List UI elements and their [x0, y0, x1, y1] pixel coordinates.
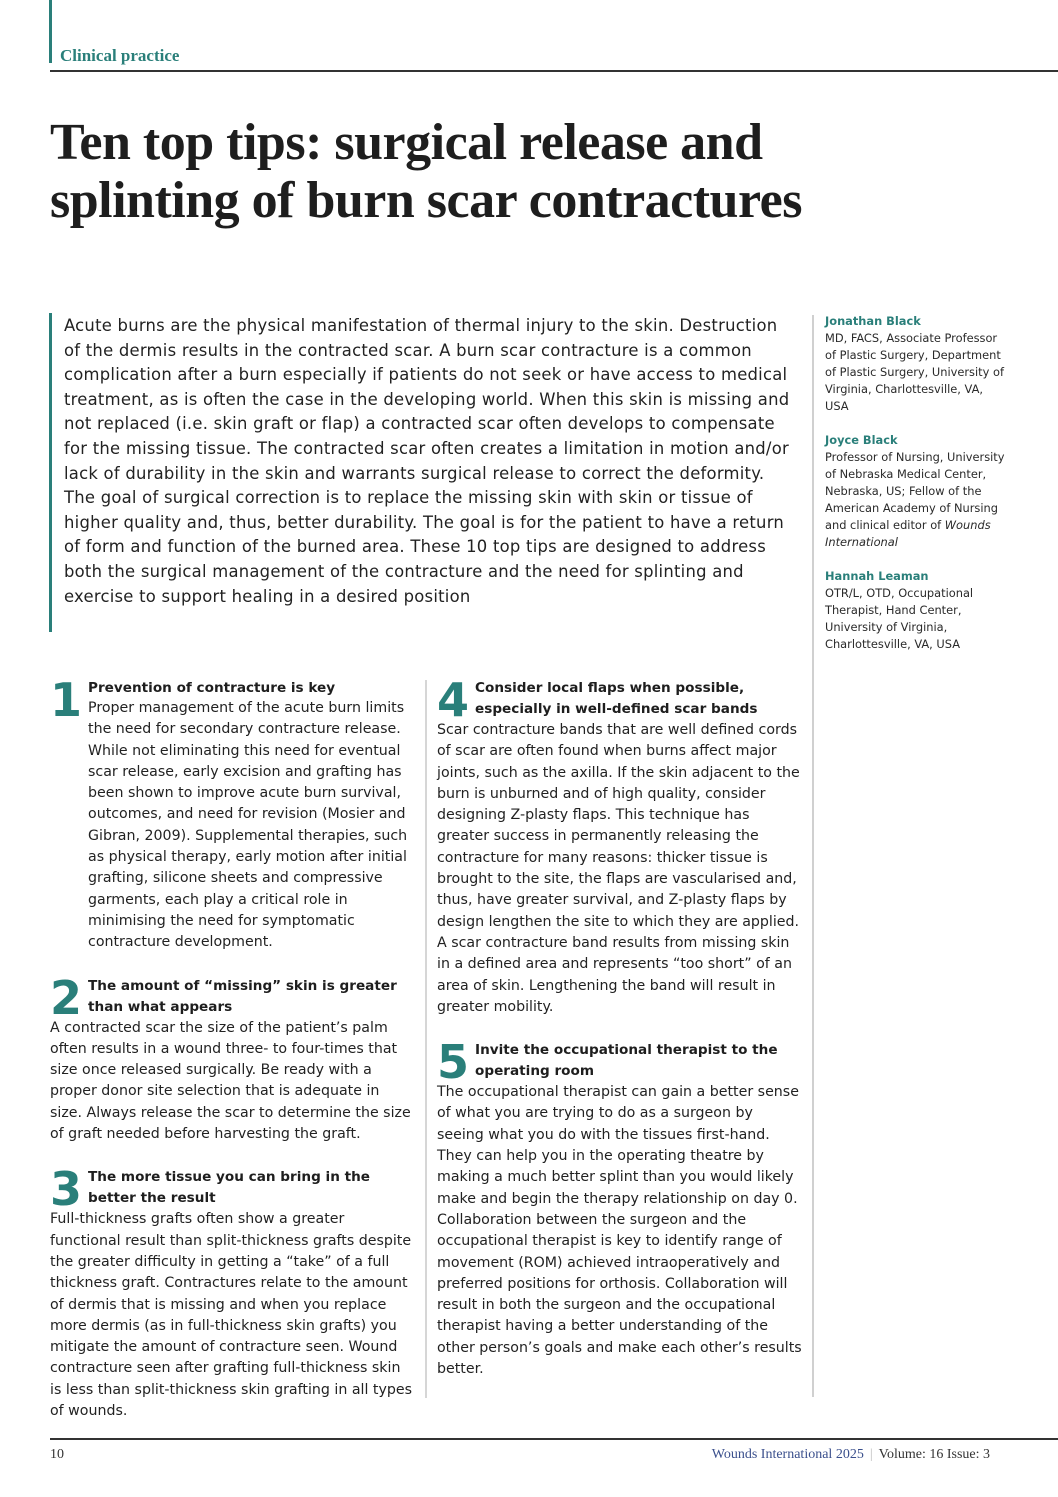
tip-4 — [437, 673, 802, 1018]
author-affiliation — [825, 449, 1005, 551]
section-label: Clinical practice — [60, 46, 180, 65]
tip-number: 2 — [50, 970, 83, 1025]
tip-5 — [437, 1035, 802, 1380]
author-affiliation-text: OTR/L, OTD, Occupational Therapist, Hand Center, University of Virginia, Charlottesville, VA, USA — [825, 586, 974, 651]
author-name: Joyce Black — [825, 433, 898, 447]
author-affiliation — [825, 330, 1005, 415]
tip-title: The more tissue you can bring in the better the result — [88, 1169, 370, 1207]
author-affiliation — [825, 585, 1005, 653]
tip-number: 1 — [50, 673, 83, 727]
left-column — [50, 673, 413, 1444]
author-affiliation-text: MD, FACS, Associate Professor of Plastic Surgery, Department of Plastic Surgery, University of Virginia, Charlottesville, VA, USA — [825, 331, 1004, 413]
footer-separator: | — [869, 1447, 873, 1462]
page-number: 10 — [50, 1447, 64, 1462]
journal-name: Wounds International 2025 — [711, 1447, 864, 1462]
tip-title: Consider local flaps when possible, especially in well-defined scar bands — [475, 680, 758, 717]
tip-2 — [50, 970, 412, 1146]
author-affiliation-text: Professor of Nursing, University of Nebraska Medical Center, Nebraska, US; Fellow of the American Academy of Nursing and clinical editor of — [825, 450, 1005, 532]
article-title: Ten top tips: surgical release and splinting of burn scar contractures — [50, 114, 802, 229]
tip-header — [50, 673, 412, 954]
intro-accent-bar — [49, 313, 52, 632]
author-entry — [825, 432, 1005, 551]
tip-body: Full-thickness grafts often show a greater functional result than split-thickness grafts despite the greater difficulty in getting a “take” of a full thickness graft. Contractures relate to the amount of dermis that is missing and when you replace more dermis (as in full-thickness skin grafts) you mitigate the amount of contracture seen. Wound contracture seen after grafting full-thickness skin is less than split-thickness skin grafting in all types of wounds. — [50, 1211, 413, 1420]
tip-3 — [50, 1162, 413, 1422]
tip-header — [50, 1162, 412, 1217]
tip-title: Prevention of contracture is key — [88, 680, 336, 696]
tip-header — [437, 1035, 802, 1090]
column-divider — [425, 680, 427, 1398]
right-column — [437, 673, 802, 1402]
author-name: Jonathan Black — [825, 314, 921, 328]
tip-body: Proper management of the acute burn limits the need for secondary contracture release. While not eliminating this need for eventual scar release, early excision and grafting has been shown to improve acute burn survival, outcomes, and need for revision (Mosier and Gibran, 2009). Supplemental therapies, such as physical therapy, early motion after initial grafting, silicone sheets and compressive garments, each play a critical role in minimising the need for symptomatic contracture development. — [88, 700, 408, 951]
volume-issue: Volume: 16 Issue: 3 — [878, 1447, 990, 1462]
author-sidebar-divider — [812, 315, 814, 1397]
tip-header — [437, 673, 802, 727]
tip-header — [50, 970, 412, 1025]
author-entry — [825, 313, 1005, 415]
footer-divider — [50, 1438, 1058, 1440]
tip-title: The amount of “missing” skin is greater than what appears — [88, 977, 397, 1015]
intro-paragraph: Acute burns are the physical manifestation of thermal injury to the skin. Destruction of the dermis results in the contracted scar. A burn scar contracture is a common complication after a burn especially if patients do not seek or have access to medical treatment, as is often the case in the developing world. When this skin is missing and not replaced (i.e. skin graft or flap) a contracted scar often develops to compensate for the missing tissue. The contracted scar often creates a limitation in motion and/or lack of durability in the skin and warrants surgical release to correct the deformity. The goal of surgical correction is to replace the missing skin with skin or tissue of higher quality and, thus, better durability. The goal is for the patient to have a return of form and function of the burned area. These 10 top tips are designed to address both the surgical management of the contracture and the need for splinting and exercise to support healing in a desired position — [64, 316, 790, 606]
author-entry — [825, 568, 1005, 653]
header-divider — [50, 70, 1058, 72]
tip-number: 4 — [437, 673, 470, 727]
tip-body: The occupational therapist can gain a better sense of what you are trying to do as a surgeon by seeing what you do with the tissues first-hand. They can help you in the operating theatre by making a much better splint than you would likely make and begin the therapy relationship on day 0. Collaboration between the surgeon and the occupational therapist is key to identify range of movement (ROM) achieved intraoperatively and preferred positions for orthosis. Collaboration will result in both the surgeon and the occupational therapist having a better understanding of the other person’s goals and make each other’s results better. — [437, 1084, 802, 1378]
tip-body: Scar contracture bands that are well defined cords of scar are often found when burns affect major joints, such as the axilla. If the skin adjacent to the burn is unburned and of high quality, consider designing Z-plasty flaps. This technique has greater success in permanently releasing the contracture for many reasons: thicker tissue is brought to the site, the flaps are vascularised and, thus, have greater survival, and Z-plasty flaps by design lengthen the site to which they are applied. A scar contracture band results from missing skin in a defined area and represents “too short” of an area of skin. Lengthening the band will result in greater mobility. — [437, 722, 800, 1015]
tip-title: Invite the occupational therapist to the operating room — [475, 1042, 778, 1080]
tip-number: 3 — [50, 1162, 83, 1217]
header-accent-bar — [49, 0, 52, 63]
tip-body: A contracted scar the size of the patient’s palm often results in a wound three- to four-times that size once released surgically. Be ready with a proper donor site selection that is adequate in size. Always release the scar to determine the size of graft needed before harvesting the graft. — [50, 1019, 411, 1143]
tip-number: 5 — [437, 1035, 470, 1090]
author-name: Hannah Leaman — [825, 569, 929, 583]
author-list — [825, 313, 1005, 670]
journal-name-italic: Wounds International — [825, 518, 991, 549]
tip-heading-block — [88, 678, 412, 954]
journal-info — [712, 1447, 990, 1463]
tip-1 — [50, 673, 412, 954]
